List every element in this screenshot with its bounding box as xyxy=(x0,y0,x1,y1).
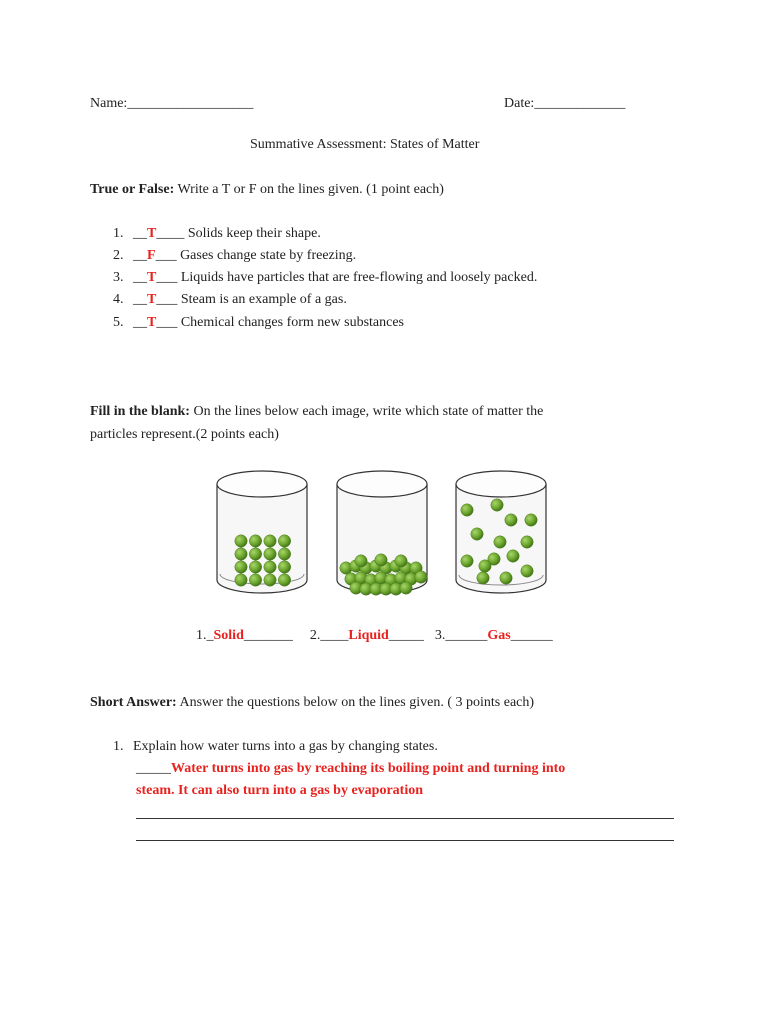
liquid-particle xyxy=(350,582,362,594)
date-blank[interactable]: _____________ xyxy=(534,96,626,111)
liquid-particle xyxy=(385,574,397,586)
liquid-particle xyxy=(360,583,372,595)
list-item: 3. __T___ Liquids have particles that are free-flowing and loosely packed. xyxy=(113,270,538,285)
fill-answers: 1._Solid_______ 2.____Liquid_____ 3.______Gas______ xyxy=(196,628,553,643)
solid-particle xyxy=(278,574,290,586)
liquid-particle xyxy=(345,573,357,585)
short-answer-response-line1[interactable]: _____Water turns into gas by reaching its boiling point and turning into xyxy=(136,761,566,776)
beaker-solid xyxy=(217,471,307,593)
liquid-particle xyxy=(360,562,372,574)
list-item: 5. __T___ Chemical changes form new substances xyxy=(113,315,404,330)
list-item: 4. __T___ Steam is an example of a gas. xyxy=(113,292,347,307)
solid-particle xyxy=(249,535,261,547)
gas-particle xyxy=(491,499,503,511)
true-false-text: Write a T or F on the lines given. (1 point each) xyxy=(174,182,444,197)
liquid-particle xyxy=(355,555,367,567)
gas-particle xyxy=(471,528,483,540)
solid-particle xyxy=(235,535,247,547)
answer-t[interactable]: T xyxy=(147,270,157,285)
date-label: Date: xyxy=(504,96,535,111)
beaker-gas xyxy=(456,471,546,593)
solid-particle xyxy=(235,548,247,560)
solid-particle xyxy=(264,548,276,560)
liquid-particle xyxy=(390,560,402,572)
liquid-particle xyxy=(405,573,417,585)
solid-particle xyxy=(249,574,261,586)
liquid-particle xyxy=(415,571,427,583)
solid-particle xyxy=(249,548,261,560)
solid-particle xyxy=(278,535,290,547)
solid-particle xyxy=(264,535,276,547)
solid-particle xyxy=(264,574,276,586)
fill-blank-instructions-line2: particles represent.(2 points each) xyxy=(90,427,279,442)
list-item: 2. __F___ Gases change state by freezing. xyxy=(113,248,357,263)
liquid-particle xyxy=(395,572,407,584)
answer-t[interactable]: T xyxy=(147,226,157,241)
beaker-liquid xyxy=(337,471,427,595)
gas-particle xyxy=(477,572,489,584)
gas-particle xyxy=(507,550,519,562)
name-field[interactable] xyxy=(90,95,253,112)
answer-solid[interactable]: Solid xyxy=(213,628,244,643)
answer-t[interactable]: T xyxy=(147,292,157,307)
fill-blank-instructions: Fill in the blank: On the lines below each image, write which state of matter the xyxy=(90,404,544,419)
solid-particle xyxy=(235,574,247,586)
list-item: 1. __T____ Solids keep their shape. xyxy=(113,226,321,241)
liquid-particle xyxy=(365,574,377,586)
gas-particle xyxy=(505,514,517,526)
liquid-particle xyxy=(380,562,392,574)
answer-line[interactable] xyxy=(136,818,674,819)
gas-particle xyxy=(494,536,506,548)
solid-particle xyxy=(278,561,290,573)
gas-particle xyxy=(521,536,533,548)
liquid-particle xyxy=(395,555,407,567)
date-field[interactable] xyxy=(504,95,625,112)
solid-particle xyxy=(264,561,276,573)
liquid-particle xyxy=(375,572,387,584)
gas-particle xyxy=(461,504,473,516)
liquid-particle xyxy=(370,583,382,595)
solid-particle xyxy=(278,548,290,560)
liquid-particle xyxy=(350,560,362,572)
name-blank[interactable]: __________________ xyxy=(127,96,254,111)
liquid-particle xyxy=(380,583,392,595)
gas-particle xyxy=(461,555,473,567)
liquid-particle xyxy=(410,562,422,574)
short-answer-heading: Short Answer: xyxy=(90,695,177,710)
gas-particle xyxy=(479,560,491,572)
gas-particle xyxy=(488,553,500,565)
answer-liquid[interactable]: Liquid xyxy=(348,628,389,643)
gas-particle xyxy=(500,572,512,584)
gas-particle xyxy=(525,514,537,526)
liquid-particle xyxy=(400,582,412,594)
liquid-particle xyxy=(370,560,382,572)
short-answer-instructions: Short Answer: Answer the questions below on the lines given. ( 3 points each) xyxy=(90,695,535,710)
page-title: Summative Assessment: States of Matter xyxy=(250,137,480,152)
solid-particle xyxy=(235,561,247,573)
solid-particle xyxy=(249,561,261,573)
liquid-particle xyxy=(355,572,367,584)
liquid-particle xyxy=(340,562,352,574)
true-false-heading: True or False: xyxy=(90,182,175,197)
true-false-instructions xyxy=(90,181,444,198)
liquid-particle xyxy=(390,583,402,595)
short-answer-response-line2[interactable]: steam. It can also turn into a gas by evaporation xyxy=(136,783,424,798)
liquid-particle xyxy=(375,554,387,566)
fill-blank-heading: Fill in the blank: xyxy=(90,404,190,419)
name-label: Name: xyxy=(90,96,128,111)
answer-gas[interactable]: Gas xyxy=(487,628,511,643)
answer-f[interactable]: F xyxy=(147,248,156,263)
liquid-particle xyxy=(400,562,412,574)
answer-line[interactable] xyxy=(136,840,674,841)
gas-particle xyxy=(521,565,533,577)
short-answer-question: 1. Explain how water turns into a gas by changing states. xyxy=(113,739,438,754)
answer-t[interactable]: T xyxy=(147,315,157,330)
